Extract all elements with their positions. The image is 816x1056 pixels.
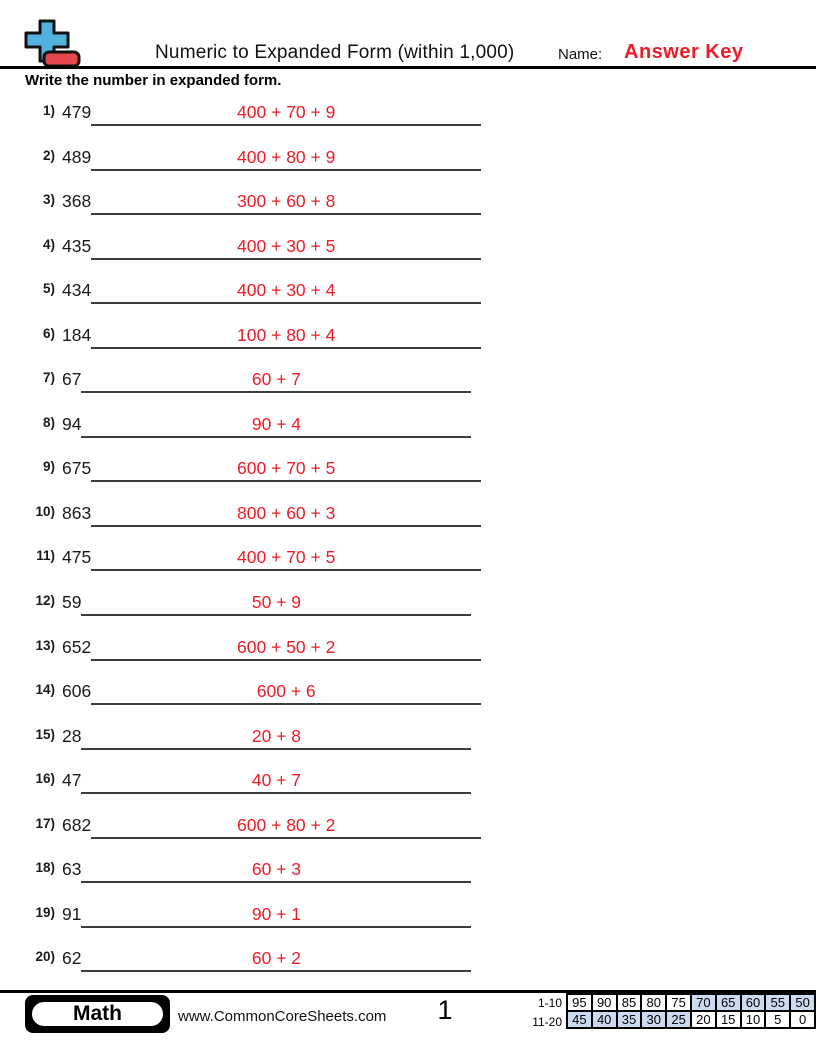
problem-value: 606 [62,681,92,702]
problem-row [25,100,495,145]
answer-line [91,278,481,304]
answer-text: 400 + 30 + 4 [237,280,336,301]
problem-row [25,902,495,947]
answer-line [91,679,481,705]
plus-minus-icon-svg [24,19,82,70]
problem-number: 15) [35,726,55,742]
answer-line [81,367,471,393]
score-cell: 25 [666,1011,691,1028]
problem-value: 675 [62,458,92,479]
problem-value: 863 [62,502,92,523]
answer-text: 400 + 80 + 9 [237,146,336,167]
answer-line [91,323,481,349]
score-cell: 65 [716,994,741,1011]
subject-badge [25,995,170,1033]
answer-line [91,145,481,171]
problem-row [25,768,495,813]
problem-value: 91 [62,903,82,924]
score-cell: 20 [691,1011,716,1028]
problem-row [25,724,495,769]
answer-line [81,857,471,883]
score-cell: 10 [741,1011,766,1028]
answer-text: 100 + 80 + 4 [237,324,336,345]
score-cell: 80 [641,994,666,1011]
problem-value: 479 [62,102,92,122]
answer-text: 60 + 2 [251,948,302,969]
score-range-label: 1-10 [537,996,562,1010]
problem-number: 3) [42,192,55,208]
problem-number: 6) [42,325,55,341]
answer-line [91,100,481,126]
problem-value: 184 [62,324,92,345]
problem-number: 1) [42,103,55,118]
answer-text: 800 + 60 + 3 [237,502,336,523]
problem-value: 368 [62,191,92,212]
problem-value: 67 [62,369,82,390]
answer-text: 600 + 6 [256,681,316,702]
score-cell: 55 [765,994,790,1011]
answer-line [91,501,481,527]
problem-value: 59 [62,592,82,613]
website-url: www.CommonCoreSheets.com [178,1008,387,1025]
problem-row [25,590,495,635]
answer-text: 400 + 70 + 5 [237,547,336,568]
answer-key-text: Answer Key [624,41,744,63]
answer-line [81,946,471,972]
answer-line [81,412,471,438]
problem-value: 682 [62,814,92,835]
problem-row [25,857,495,902]
score-cell: 50 [790,994,815,1011]
problem-value: 475 [62,547,92,568]
score-range-label: 11-20 [532,1015,562,1029]
problem-number: 20) [35,949,55,965]
answer-text: 600 + 70 + 5 [237,458,336,479]
worksheet-title: Numeric to Expanded Form (within 1,000) [155,42,515,63]
problem-number: 11) [36,548,55,564]
answer-text: 40 + 7 [251,770,302,791]
problem-row [25,234,495,279]
problem-number: 12) [35,593,55,609]
score-cell: 30 [641,1011,666,1028]
answer-text: 90 + 4 [251,413,302,434]
score-cell: 5 [765,1011,790,1028]
score-cell: 85 [617,994,642,1011]
problem-row [25,367,495,412]
score-cell: 40 [592,1011,617,1028]
problem-value: 28 [62,725,82,746]
instruction-text: Write the number in expanded form. [25,72,282,89]
score-cell: 75 [666,994,691,1011]
problem-value: 435 [62,235,92,256]
problem-number: 17) [35,815,55,831]
answer-text: 60 + 3 [251,859,302,880]
problem-number: 8) [42,414,55,430]
name-label: Name: [558,46,603,63]
plus-minus-icon [24,19,82,70]
answer-line [81,902,471,928]
answer-text: 600 + 50 + 2 [237,636,336,657]
score-cell: 60 [741,994,766,1011]
answer-text: 20 + 8 [251,725,302,746]
problem-number: 14) [35,682,55,698]
problem-row [25,456,495,501]
problem-row [25,412,495,457]
problem-number: 9) [42,459,55,475]
problem-number: 13) [35,637,55,653]
problem-row [25,189,495,234]
problem-value: 47 [62,770,82,791]
problem-number: 16) [35,771,55,787]
problem-row [25,946,495,991]
problem-row [25,323,495,368]
answer-line [81,768,471,794]
problem-number: 19) [35,904,55,920]
problem-number: 10) [35,503,55,519]
problem-value: 94 [62,413,82,434]
answer-text: 300 + 60 + 8 [237,191,336,212]
answer-text: 50 + 9 [251,592,302,613]
answer-line [91,189,481,215]
answer-line [81,590,471,616]
score-cell: 35 [617,1011,642,1028]
score-table [566,993,816,1029]
answer-text: 90 + 1 [251,903,302,924]
problem-value: 62 [62,948,82,969]
subject-badge-label: Math [29,999,166,1029]
answer-line [91,456,481,482]
answer-text: 60 + 7 [251,369,302,390]
problem-row [25,278,495,323]
answer-line [91,813,481,839]
problem-value: 434 [62,280,92,301]
problem-value: 63 [62,859,82,880]
problem-number: 5) [42,281,55,297]
problem-value: 652 [62,636,92,657]
problem-row [25,545,495,590]
answer-line [91,234,481,260]
score-range-labels [516,994,562,1032]
problems-list [25,100,495,991]
answer-line [81,724,471,750]
score-cell: 0 [790,1011,815,1028]
score-cell: 45 [567,1011,592,1028]
problem-number: 18) [35,860,55,876]
problem-row [25,501,495,546]
answer-text: 400 + 30 + 5 [237,235,336,256]
score-cell: 95 [567,994,592,1011]
page-number: 1 [437,995,453,1025]
header-rule [0,66,816,69]
problem-row [25,679,495,724]
problem-number: 4) [42,236,55,252]
problem-number: 2) [42,147,55,163]
problem-row [25,813,495,858]
answer-text: 400 + 70 + 9 [237,102,336,122]
answer-text: 600 + 80 + 2 [237,814,336,835]
answer-line [91,635,481,661]
problem-row [25,145,495,190]
problem-row [25,635,495,680]
score-cell: 15 [716,1011,741,1028]
score-cell: 90 [592,994,617,1011]
problem-value: 489 [62,146,92,167]
answer-line [91,545,481,571]
score-cell: 70 [691,994,716,1011]
problem-number: 7) [42,370,55,386]
